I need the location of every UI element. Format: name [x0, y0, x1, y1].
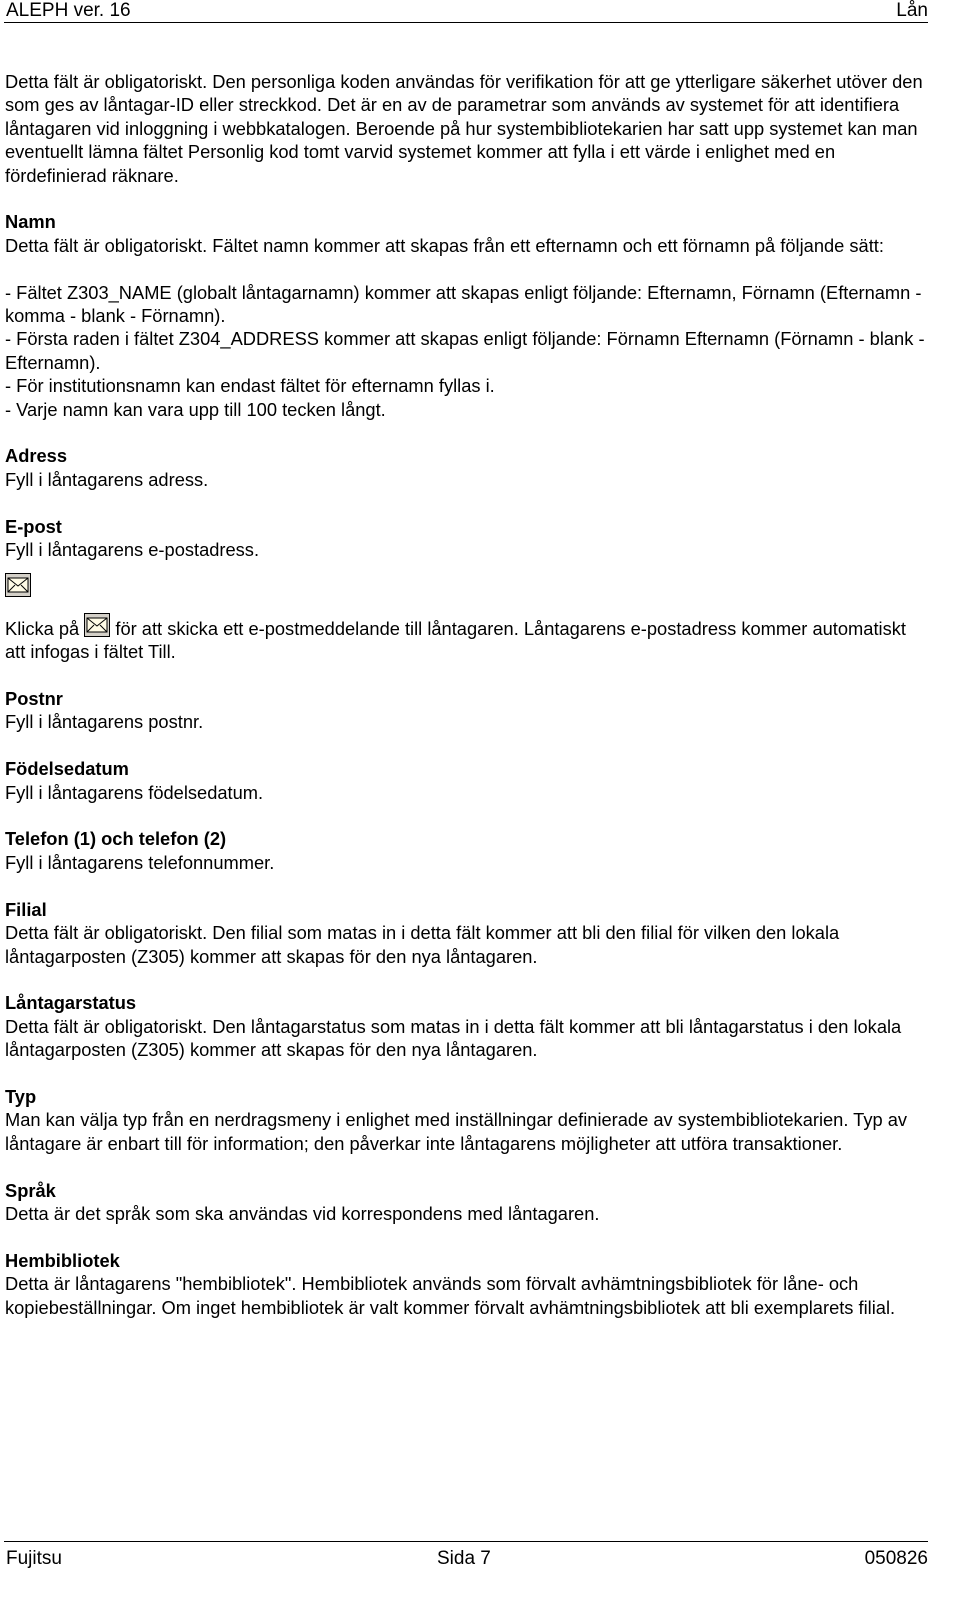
typ-text: Man kan välja typ från en nerdragsmeny i enlighet med inställningar definierade av systembibliotekarien. Typ av låntagare är enbart till för information; den påverkar inte låntagarens möjligheter att utföra transaktioner.	[5, 1109, 908, 1154]
telefon-text: Fyll i låntagarens telefonnummer.	[5, 851, 275, 873]
hembibliotek-text: Detta är låntagarens "hembibliotek". Hembibliotek används som förvalt avhämtningsbibliotek för låne- och kopiebeställningar. Om inget hembibliotek är valt kommer förvalt avhämtningsbibliotek att bli exemplarets filial.	[5, 1273, 896, 1318]
sprak-text: Detta är det språk som ska användas vid korrespondens med låntagaren.	[5, 1202, 600, 1224]
lantagarstatus-text: Detta fält är obligatoriskt. Den låntagarstatus som matas in i detta fält kommer att bli låntagarstatus i den lokala låntagarposten (Z305) kommer att skapas för den nya låntagaren.	[5, 1015, 902, 1061]
click-after: för att skicka ett e-postmeddelande till låntagaren. Låntagarens e-postadress kommer automatiskt att infogas i fältet Till.	[5, 617, 906, 663]
epost-text: Fyll i låntagarens e-postadress.	[5, 539, 260, 561]
epost-heading: E-post	[5, 515, 62, 537]
page-number: Sida 7	[437, 1548, 491, 1569]
footer-date: 050826	[864, 1548, 928, 1569]
namn-bullet: - Varje namn kan vara upp till 100 tecken långt.	[5, 398, 386, 420]
fodelsedatum-text: Fyll i låntagarens födelsedatum.	[5, 781, 264, 803]
send-mail-icon[interactable]	[84, 613, 110, 637]
namn-bullet: - Fältet Z303_NAME (globalt låntagarnamn) kommer att skapas enligt följande: Efternamn, Förnamn (Efternamn - komma - blank - Förnamn).	[5, 281, 922, 327]
header-product: ALEPH ver. 16	[6, 0, 131, 21]
typ-heading: Typ	[5, 1085, 37, 1107]
epost-click-instruction	[5, 613, 925, 664]
footer-company: Fujitsu	[6, 1548, 62, 1569]
adress-heading: Adress	[5, 445, 67, 467]
page-footer	[4, 1541, 928, 1570]
namn-text: Detta fält är obligatoriskt. Fältet namn kommer att skapas från ett efternamn och ett förnamn på följande sätt:	[5, 234, 884, 256]
namn-bullet: - För institutionsnamn kan endast fältet för efternamn fyllas i.	[5, 375, 495, 397]
mail-icon	[5, 573, 925, 600]
hembibliotek-heading: Hembibliotek	[5, 1249, 120, 1271]
document-body	[5, 70, 925, 1319]
telefon-heading: Telefon (1) och telefon (2)	[5, 828, 227, 850]
intro-paragraph: Detta fält är obligatoriskt. Den personliga koden användas för verifikation för att ge ytterligare säkerhet utöver den som ges av låntagar-ID eller streckkod. Det är en av de parametrar som används av systemet för att identifiera låntagaren vid inloggning i webbkatalogen. Beroende på hur systembibliotekarien har satt upp systemet kan man eventuellt lämna fältet Personlig kod tomt varvid systemet kommer att fylla i ett värde i enlighet med en fördefinierad räknare.	[5, 71, 923, 186]
adress-text: Fyll i låntagarens adress.	[5, 468, 209, 490]
filial-heading: Filial	[5, 898, 47, 920]
fodelsedatum-heading: Födelsedatum	[5, 758, 129, 780]
sprak-heading: Språk	[5, 1179, 56, 1201]
header-chapter: Lån	[896, 0, 928, 21]
postnr-text: Fyll i låntagarens postnr.	[5, 711, 204, 733]
page-header	[4, 0, 928, 23]
postnr-heading: Postnr	[5, 688, 63, 710]
namn-bullet: - Första raden i fältet Z304_ADDRESS kommer att skapas enligt följande: Förnamn Efternamn (Förnamn - blank - Efternamn).	[5, 328, 925, 373]
lantagarstatus-heading: Låntagarstatus	[5, 992, 137, 1014]
filial-text: Detta fält är obligatoriskt. Den filial som matas in i detta fält kommer att bli den filial för vilken den lokala låntagarposten (Z305) kommer att skapas för den nya låntagaren.	[5, 922, 840, 967]
click-before: Klicka på	[5, 617, 80, 639]
namn-heading: Namn	[5, 211, 56, 233]
